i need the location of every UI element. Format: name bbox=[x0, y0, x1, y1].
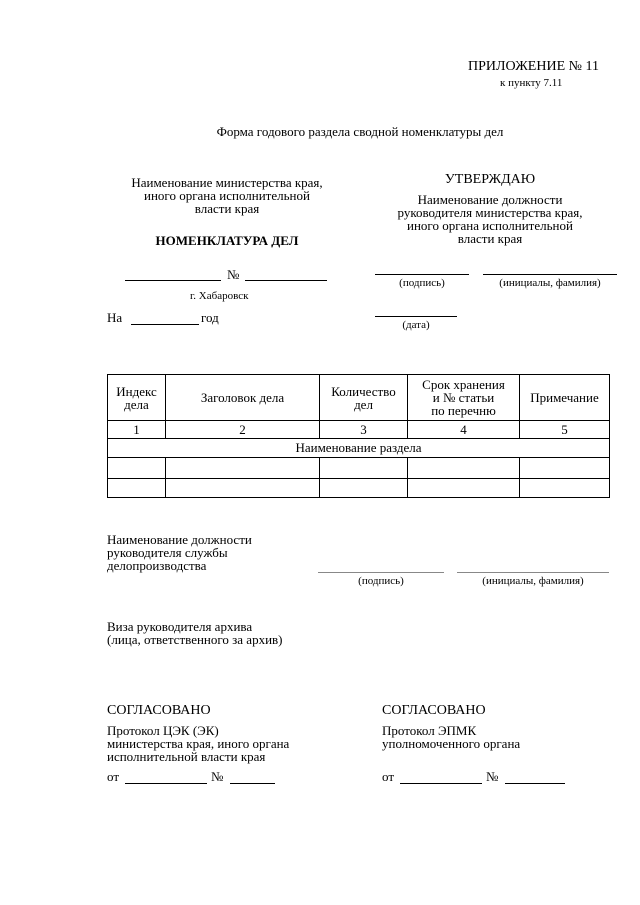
table-section-row bbox=[108, 438, 610, 457]
org-name-line-1: Наименование министерства края, bbox=[131, 175, 323, 190]
form-title: Форма годового раздела сводной номенклатуры дел bbox=[216, 124, 504, 139]
approve-position-line-4: власти края bbox=[457, 231, 523, 246]
agreed-left-line-1: Протокол ЦЭК (ЭК) bbox=[107, 723, 219, 738]
table-row bbox=[108, 478, 610, 497]
agreed-left-line-3: исполнительной власти края bbox=[107, 749, 266, 764]
org-name-line-3: власти края bbox=[194, 201, 260, 216]
office-head-line-3: делопроизводства bbox=[107, 558, 207, 573]
agreed-left-from: от bbox=[107, 769, 120, 784]
agreed-left-title: СОГЛАСОВАНО bbox=[107, 703, 211, 718]
office-signature-label: (подпись) bbox=[358, 575, 404, 587]
table-cell bbox=[108, 478, 166, 497]
agreed-right-line-1: Протокол ЭПМК bbox=[382, 723, 477, 738]
agreed-left-date-line bbox=[125, 783, 207, 784]
header-retention: Срок хранения и № статьи по перечню bbox=[408, 375, 520, 421]
agreed-right-title: СОГЛАСОВАНО bbox=[382, 703, 486, 718]
table-number-row bbox=[108, 421, 610, 438]
approve-date-label: (дата) bbox=[402, 319, 430, 331]
agreed-right-line-2: уполномоченного органа bbox=[382, 736, 521, 751]
office-head-line-2: руководителя службы bbox=[107, 545, 228, 560]
header-note: Примечание bbox=[520, 375, 610, 421]
approve-name-label: (инициалы, фамилия) bbox=[499, 277, 601, 289]
office-signature-line bbox=[318, 572, 444, 573]
table-cell bbox=[320, 478, 408, 497]
column-number: 4 bbox=[408, 421, 520, 438]
column-number: 1 bbox=[108, 421, 166, 438]
approve-signature-line bbox=[375, 274, 469, 275]
approve-position-line-3: иного органа исполнительной bbox=[407, 218, 573, 233]
approve-signature-label: (подпись) bbox=[399, 277, 445, 289]
agreed-right-number-sign: № bbox=[486, 769, 499, 784]
appendix-reference: к пункту 7.11 bbox=[500, 77, 563, 89]
approve-title: УТВЕРЖДАЮ bbox=[444, 172, 536, 187]
column-number: 3 bbox=[320, 421, 408, 438]
column-number: 2 bbox=[166, 421, 320, 438]
agreed-right-date-line bbox=[400, 783, 482, 784]
agreed-left-number-line bbox=[230, 783, 275, 784]
approve-name-line bbox=[483, 274, 617, 275]
header-index: Индекс дела bbox=[108, 375, 166, 421]
approve-position-line-1: Наименование должности bbox=[417, 192, 563, 207]
number-value-line bbox=[245, 280, 327, 281]
number-date-line bbox=[125, 280, 221, 281]
column-number: 5 bbox=[520, 421, 610, 438]
table-cell bbox=[108, 458, 166, 479]
archive-visa-line-2: (лица, ответственного за архив) bbox=[107, 632, 283, 647]
table-cell bbox=[320, 458, 408, 479]
office-name-label: (инициалы, фамилия) bbox=[482, 575, 584, 587]
table-cell bbox=[408, 458, 520, 479]
office-head-line-1: Наименование должности bbox=[107, 532, 252, 547]
year-suffix: год bbox=[201, 310, 219, 325]
office-name-line bbox=[457, 572, 609, 573]
archive-visa-line-1: Виза руководителя архива bbox=[107, 619, 253, 634]
appendix-title: ПРИЛОЖЕНИЕ № 11 bbox=[468, 59, 599, 74]
table-row bbox=[108, 458, 610, 479]
table-cell bbox=[408, 478, 520, 497]
year-line bbox=[131, 324, 199, 325]
table-cell bbox=[520, 458, 610, 479]
city-label: г. Хабаровск bbox=[190, 290, 249, 302]
agreed-left-line-2: министерства края, иного органа bbox=[107, 736, 290, 751]
document-title: НОМЕНКЛАТУРА ДЕЛ bbox=[155, 233, 299, 248]
header-title: Заголовок дела bbox=[166, 375, 320, 421]
section-name-cell: Наименование раздела bbox=[108, 438, 610, 457]
header-count: Количество дел bbox=[320, 375, 408, 421]
year-prefix: На bbox=[107, 310, 123, 325]
nomenclature-table bbox=[107, 374, 610, 498]
agreed-left-number-sign: № bbox=[211, 769, 224, 784]
org-name-line-2: иного органа исполнительной bbox=[144, 188, 310, 203]
approve-position-line-2: руководителя министерства края, bbox=[397, 205, 583, 220]
agreed-right-number-line bbox=[505, 783, 565, 784]
table-cell bbox=[166, 478, 320, 497]
approve-date-line bbox=[375, 316, 457, 317]
table-cell bbox=[166, 458, 320, 479]
number-sign: № bbox=[227, 267, 240, 282]
table-header-row bbox=[108, 375, 610, 421]
table-cell bbox=[520, 478, 610, 497]
agreed-right-from: от bbox=[382, 769, 395, 784]
